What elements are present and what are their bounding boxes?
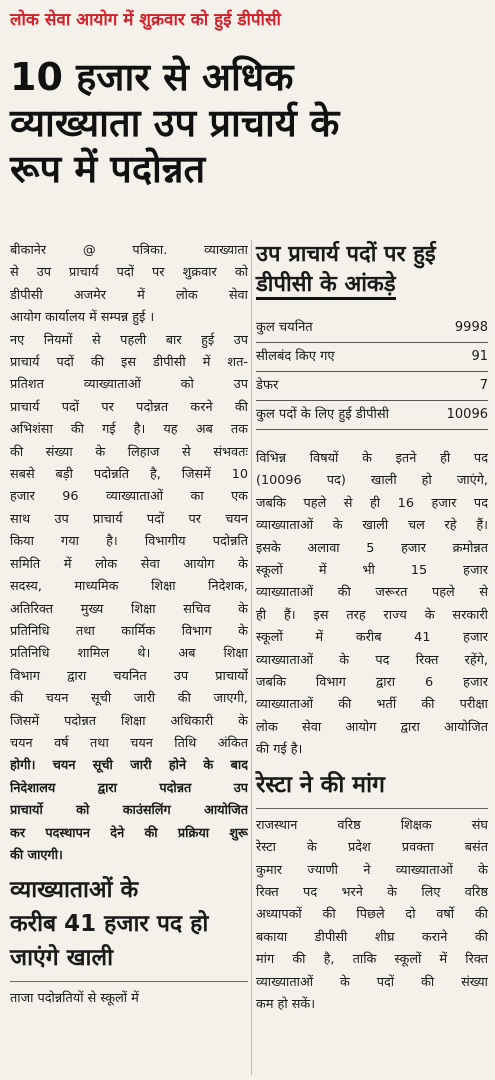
body-line: व्याख्याताओं के पदों की संख्या [256,974,488,990]
body-line: निदेशालय द्वारा पदोन्नत उप [10,780,248,796]
right-body [256,448,488,762]
body-line: राजस्थान वरिष्ठ शिक्षक संघ [256,817,488,833]
body-line: प्रतिशत व्याख्याताओं को उप [10,377,248,393]
headline-line: व्याख्याता उप प्राचार्य के [10,101,340,145]
body-line: अतिरिक्त मुख्य शिक्षा सचिव के [10,601,248,617]
body-line: से उप प्राचार्य पदों पर शुक्रवार को [10,265,248,281]
body-line: प्राचार्य पदों की इस डीपीसी में शत- [10,355,248,371]
stats-value: 10096 [433,401,488,430]
right-subhead: रेस्टा ने की मांग [256,771,385,798]
stats-row [256,401,488,430]
right-body-2 [256,815,488,1017]
body-line: व्याख्याताओं के पद रिक्त रहेंगे, [256,652,488,668]
stats-box [256,240,488,430]
stats-row [256,372,488,401]
body-line: की चयन सूची जारी की जाएगी, [10,691,248,707]
body-line: रिक्त पद भरने के लिए वरिष्ठ [256,884,488,900]
body-line: बीकानेर @ पत्रिका. व्याख्याता [10,243,248,258]
kicker: लोक सेवा आयोग में शुक्रवार को हुई डीपीसी [10,10,281,30]
subhead-divider [10,981,248,982]
body-line: किया गया है। विभागीय पदोन्नति [10,534,248,550]
body-line: व्याख्याताओं की जरूरत पहले से [256,585,488,601]
stats-label: कुल पदों के लिए हुई डीपीसी [256,401,433,430]
body-line: कर पदस्थापन देने की प्रक्रिया शुरू [10,825,248,841]
body-line: लोक सेवा आयोग द्वारा आयोजित [256,719,488,735]
body-line: ताजा पदोन्नतियों से स्कूलों में [10,991,139,1007]
body-line: आयोग कार्यालय में सम्पन्न हुई । [10,310,155,326]
stats-label: कुल चयनित [256,314,433,343]
body-line: की संख्या के लिहाज से संभवतः [10,444,248,460]
body-line: मांग की है, ताकि स्कूलों में रिक्त [256,952,488,968]
left-column [10,240,248,1011]
body-line: रेस्टा के प्रदेश प्रवक्ता बसंत [256,840,488,856]
headline-line: 10 हजार से अधिक [10,55,294,99]
body-line: होगी। चयन सूची जारी होने के बाद [10,758,248,774]
body-line: अभिशंसा की गई है। यह अब तक [10,422,248,438]
body-line: स्कूलों में भी 15 हजार [256,563,488,579]
body-line: अध्यापकों की पिछले दो वर्षो की [256,907,488,923]
body-line: प्राचार्य पदों पर पदोन्नत करने की [10,399,248,415]
body-line: की गई है। [256,742,303,758]
body-line: विभिन्न विषयों के इतने ही पद [256,451,488,466]
column-divider [251,240,252,1075]
body-line: हजार 96 व्याख्याताओं का एक [10,489,248,505]
left-body [10,240,248,867]
stats-row [256,314,488,343]
body-line: कुमार ज्याणी ने व्याख्याताओं के [256,862,488,878]
body-line: ही हैं। इस तरह राज्य के सरकारी [256,607,488,623]
stats-value: 9998 [433,314,488,343]
body-line: साथ उप प्राचार्य पदों पर चयन [10,511,248,527]
body-line: (10096 पद) खाली हो जाएंगे, [256,473,488,489]
stats-value: 7 [433,372,488,401]
stats-table [256,314,488,430]
body-line: स्कूलों में करीब 41 हजार [256,630,488,646]
stats-title-line [256,270,488,300]
body-line: नए नियमों से पहली बार हुई उप [10,332,248,348]
body-line: जिसमें पदोन्नत शिक्षा अधिकारी के [10,713,248,729]
body-line: इसके अलावा 5 हजार क्रमोन्नत [256,540,488,556]
stats-title-text: डीपीसी के आंकड़े [256,272,396,300]
body-line: जबकि पहले से ही 16 हजार पद [256,495,488,511]
body-line: प्रतिनिधि शामिल थे। अब शिक्षा [10,646,248,662]
body-line: सदस्य, माध्यमिक शिक्षा निदेशक, [10,579,248,595]
subhead-line: जाएंगे खाली [10,945,114,972]
body-line: व्याख्याताओं के खाली चल रहे हैं। [256,518,488,534]
body-line: विभाग द्वारा चयनित उप प्राचार्यो [10,668,248,684]
stats-label: डेफर [256,372,433,401]
stats-label: सीलबंद किए गए [256,343,433,372]
body-line: चयन वर्ष तथा चयन तिथि अंकित [10,735,248,751]
stats-title-line: उप प्राचार्य पदों पर हुई [256,242,436,267]
body-line: कम हो सकें। [256,996,316,1012]
headline [10,54,490,192]
subhead-divider [256,808,488,809]
body-line: प्रतिनिधि तथा कार्मिक विभाग के [10,623,248,639]
body-line: सबसे बड़ी पदोन्नति है, जिसमें 10 [10,467,248,483]
stats-row [256,343,488,372]
body-line: समिति में लोक सेवा आयोग के [10,556,248,572]
body-line: डीपीसी अजमेर में लोक सेवा [10,287,248,303]
subhead-line: व्याख्याताओं के [10,877,139,904]
body-line: जबकि विभाग द्वारा 6 हजार [256,675,488,691]
body-line: बकाया डीपीसी शीघ्र कराने की [256,929,488,945]
stats-value: 91 [433,343,488,372]
right-column [256,240,488,1016]
body-line: की जाएगी। [10,847,63,863]
subhead-line: करीब 41 हजार पद हो [10,911,209,938]
headline-line: रूप में पदोन्नत [10,147,206,191]
body-line: व्याख्याताओं की भर्ती की परीक्षा [256,697,488,713]
body-line: प्राचार्यो को काउंसलिंग आयोजित [10,803,248,819]
